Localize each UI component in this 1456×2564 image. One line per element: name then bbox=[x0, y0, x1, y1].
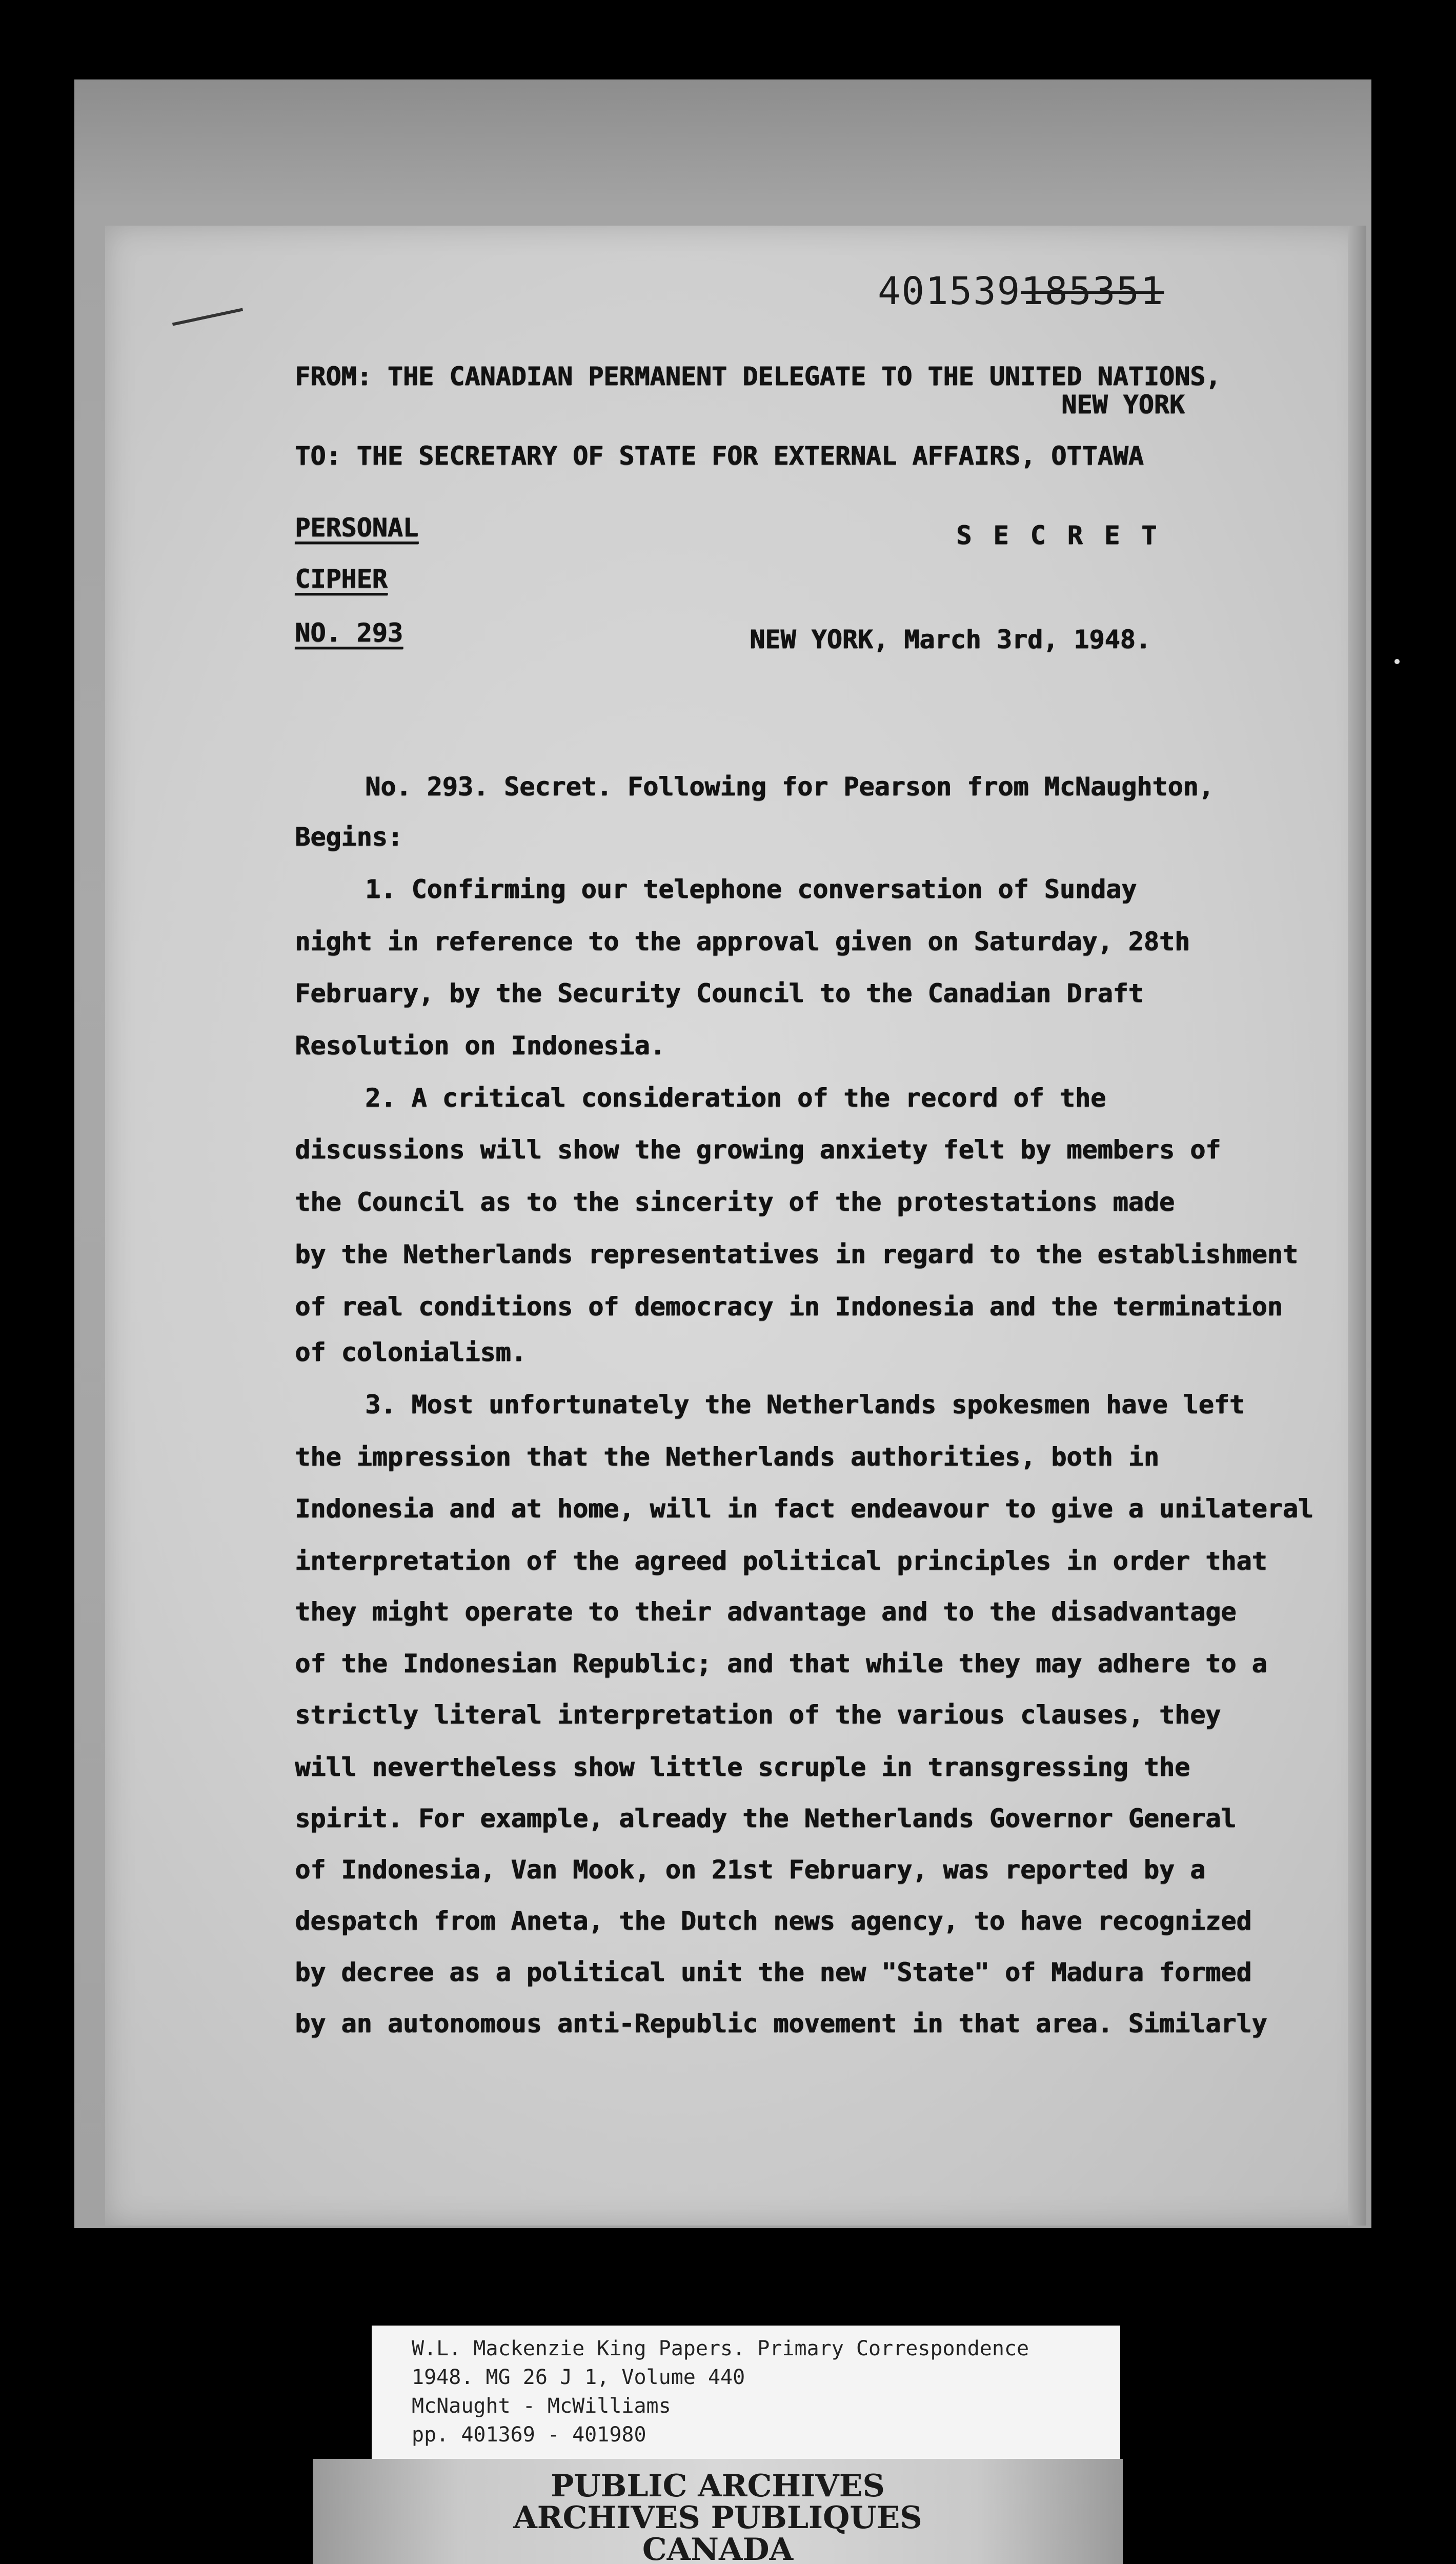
body-line: interpretation of the agreed political principles in order that bbox=[295, 1546, 1267, 1576]
margin-dot bbox=[1394, 659, 1400, 664]
caption-line: pp. 401369 - 401980 bbox=[412, 2423, 646, 2447]
archives-line: CANADA bbox=[642, 2532, 794, 2564]
body-line: of colonialism. bbox=[295, 1337, 527, 1367]
from-line bbox=[295, 362, 1221, 391]
from-text: THE CANADIAN PERMANENT DELEGATE TO THE UNITED NATIONS, bbox=[387, 362, 1221, 391]
from-city: NEW YORK bbox=[1061, 390, 1185, 419]
body-line: 2. A critical consideration of the record of the bbox=[365, 1083, 1106, 1113]
body-line: night in reference to the approval given on Saturday, 28th bbox=[295, 927, 1190, 956]
message-number: NO. 293 bbox=[295, 618, 403, 648]
file-number: 401539 bbox=[878, 269, 1021, 313]
body-line: despatch from Aneta, the Dutch news agency, to have recognized bbox=[295, 1906, 1252, 1936]
body-line: the impression that the Netherlands authorities, both in bbox=[295, 1442, 1159, 1472]
body-line: Begins: bbox=[295, 822, 403, 852]
body-line: strictly literal interpretation of the various clauses, they bbox=[295, 1700, 1221, 1730]
body-line: discussions will show the growing anxiety felt by members of bbox=[295, 1135, 1221, 1165]
archives-line: PUBLIC ARCHIVES bbox=[551, 2468, 885, 2504]
body-line: 3. Most unfortunately the Netherlands spokesmen have left bbox=[365, 1390, 1245, 1419]
body-line: of real conditions of democracy in Indonesia and the termination bbox=[295, 1292, 1283, 1321]
body-line: by an autonomous anti-Republic movement in that area. Similarly bbox=[295, 2009, 1267, 2038]
body-line: 1. Confirming our telephone conversation of Sunday bbox=[365, 874, 1137, 904]
body-line: of the Indonesian Republic; and that while they may adhere to a bbox=[295, 1649, 1267, 1678]
body-line: Indonesia and at home, will in fact endeavour to give a unilateral bbox=[295, 1494, 1313, 1524]
body-line: February, by the Security Council to the Canadian Draft bbox=[295, 978, 1144, 1008]
to-line bbox=[295, 441, 1144, 471]
to-text: THE SECRETARY OF STATE FOR EXTERNAL AFFAIRS, OTTAWA bbox=[356, 441, 1144, 471]
body-line: the Council as to the sincerity of the protestations made bbox=[295, 1187, 1175, 1217]
archives-line: ARCHIVES PUBLIQUES bbox=[513, 2500, 922, 2536]
sheet-edge bbox=[1348, 226, 1366, 2226]
caption-line: W.L. Mackenzie King Papers. Primary Correspondence bbox=[412, 2337, 1029, 2360]
personal-label: PERSONAL bbox=[295, 513, 418, 543]
body-line: No. 293. Secret. Following for Pearson from McNaughton, bbox=[365, 772, 1214, 802]
body-line: will nevertheless show little scruple in transgressing the bbox=[295, 1752, 1190, 1782]
archives-stamp bbox=[313, 2459, 1123, 2564]
from-label: FROM: bbox=[295, 362, 372, 391]
body-line: Resolution on Indonesia. bbox=[295, 1031, 665, 1060]
place-date: NEW YORK, March 3rd, 1948. bbox=[750, 625, 1151, 654]
cipher-label: CIPHER bbox=[295, 564, 388, 594]
to-label: TO: bbox=[295, 441, 341, 471]
classification: S E C R E T bbox=[956, 520, 1160, 550]
body-line: they might operate to their advantage and to the disadvantage bbox=[295, 1597, 1237, 1627]
body-line: by decree as a political unit the new "State" of Madura formed bbox=[295, 1957, 1252, 1987]
old-file-number: 185351 bbox=[1021, 269, 1164, 313]
caption-line: McNaught - McWilliams bbox=[412, 2394, 671, 2418]
body-line: spirit. For example, already the Netherlands Governor General bbox=[295, 1804, 1237, 1833]
caption-card bbox=[372, 2326, 1120, 2464]
body-line: by the Netherlands representatives in regard to the establishment bbox=[295, 1239, 1298, 1269]
caption-line: 1948. MG 26 J 1, Volume 440 bbox=[412, 2366, 745, 2389]
body-line: of Indonesia, Van Mook, on 21st February, was reported by a bbox=[295, 1855, 1206, 1885]
file-number-stamp bbox=[878, 269, 1164, 313]
